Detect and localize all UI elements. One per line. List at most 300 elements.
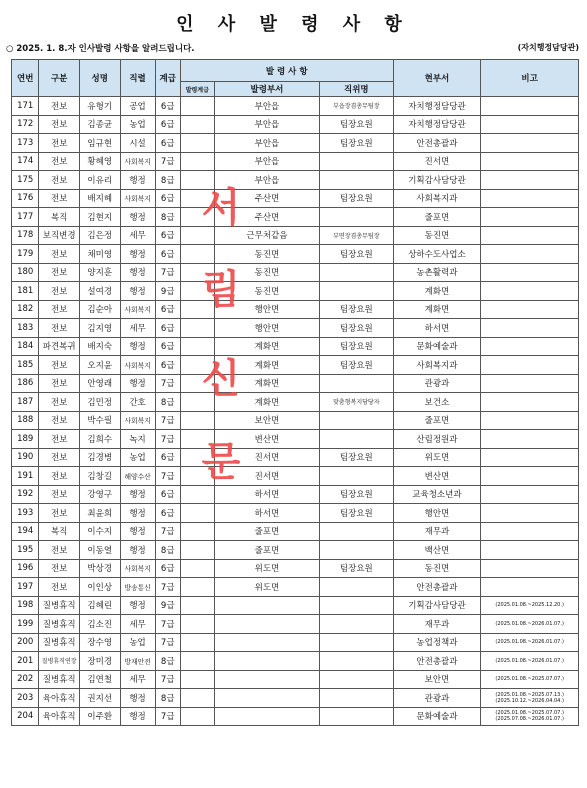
cell-name: 김경병	[79, 448, 120, 467]
cell-position: 사회복지	[120, 300, 155, 319]
table-row	[12, 282, 579, 301]
cell-name: 김소진	[79, 615, 120, 634]
cell-name: 장수영	[79, 633, 120, 652]
table-row	[12, 522, 579, 541]
cell-grade: 7급	[155, 430, 180, 449]
cell-no: 181	[12, 282, 39, 301]
cell-no: 194	[12, 522, 39, 541]
cell-name: 김순아	[79, 300, 120, 319]
cell-note	[481, 411, 579, 430]
cell-position: 농업	[120, 633, 155, 652]
cell-order-title: 팀장요원	[320, 485, 394, 504]
cell-name: 황혜영	[79, 152, 120, 171]
table-row	[12, 504, 579, 523]
table-row	[12, 152, 579, 171]
cell-order-grade	[180, 485, 214, 504]
cell-position: 행정	[120, 504, 155, 523]
cell-order-dept: 위도면	[214, 559, 319, 578]
cell-type: 보직변경	[39, 226, 80, 245]
cell-order-grade	[180, 670, 214, 689]
cell-note	[481, 263, 579, 282]
table-row	[12, 208, 579, 227]
cell-order-dept: 부안읍	[214, 152, 319, 171]
cell-note	[481, 226, 579, 245]
cell-position: 시설	[120, 134, 155, 153]
cell-order-title: 팀장요원	[320, 115, 394, 134]
cell-name: 유형기	[79, 97, 120, 116]
cell-name: 안영래	[79, 374, 120, 393]
cell-position: 사회복지	[120, 189, 155, 208]
header-no: 연번	[12, 60, 39, 97]
cell-type: 질병휴직	[39, 596, 80, 615]
cell-current-dept: 산림정원과	[393, 430, 481, 449]
cell-order-title	[320, 208, 394, 227]
header-order-grade: 발령계급	[180, 82, 214, 97]
cell-type: 질병휴직	[39, 615, 80, 634]
cell-type: 전보	[39, 319, 80, 338]
cell-note	[481, 541, 579, 560]
cell-no: 198	[12, 596, 39, 615]
table-row	[12, 559, 579, 578]
cell-order-title	[320, 282, 394, 301]
cell-type: 복직	[39, 522, 80, 541]
cell-grade: 7급	[155, 707, 180, 726]
cell-current-dept: 상하수도사업소	[393, 245, 481, 264]
cell-name: 김연철	[79, 670, 120, 689]
cell-type: 육아휴직	[39, 707, 80, 726]
table-row	[12, 411, 579, 430]
cell-no: 177	[12, 208, 39, 227]
cell-no: 201	[12, 652, 39, 671]
cell-order-dept: 하서면	[214, 504, 319, 523]
cell-order-grade	[180, 115, 214, 134]
cell-current-dept: 안전총괄과	[393, 578, 481, 597]
cell-order-dept	[214, 615, 319, 634]
cell-name: 박수필	[79, 411, 120, 430]
cell-order-dept: 주산면	[214, 208, 319, 227]
cell-order-title	[320, 689, 394, 708]
cell-grade: 6급	[155, 300, 180, 319]
cell-grade: 7급	[155, 374, 180, 393]
cell-type: 전보	[39, 152, 80, 171]
cell-current-dept: 하서면	[393, 319, 481, 338]
cell-order-dept: 부안읍	[214, 97, 319, 116]
cell-current-dept: 위도면	[393, 448, 481, 467]
cell-note	[481, 578, 579, 597]
cell-position: 농업	[120, 115, 155, 134]
cell-grade: 8급	[155, 689, 180, 708]
cell-no: 200	[12, 633, 39, 652]
cell-grade: 6급	[155, 319, 180, 338]
cell-name: 강영구	[79, 485, 120, 504]
cell-order-dept: 근무처같음	[214, 226, 319, 245]
cell-grade: 8급	[155, 652, 180, 671]
table-row	[12, 541, 579, 560]
cell-grade: 6급	[155, 356, 180, 375]
table-row	[12, 485, 579, 504]
cell-no: 182	[12, 300, 39, 319]
cell-note: (2025.01.08.~2026.01.07.)	[481, 615, 579, 634]
cell-type: 질병휴직	[39, 670, 80, 689]
cell-note	[481, 485, 579, 504]
cell-note: (2025.01.08.~2025.07.07.)	[481, 670, 579, 689]
department-label: (자치행정담당관)	[517, 43, 579, 52]
cell-current-dept: 기획감사담당관	[393, 596, 481, 615]
cell-type: 전보	[39, 356, 80, 375]
cell-name: 박상경	[79, 559, 120, 578]
cell-order-dept: 부안읍	[214, 134, 319, 153]
cell-position: 공업	[120, 97, 155, 116]
cell-order-grade	[180, 652, 214, 671]
cell-current-dept: 보건소	[393, 393, 481, 412]
cell-position: 행정	[120, 263, 155, 282]
cell-name: 이인상	[79, 578, 120, 597]
cell-order-dept	[214, 670, 319, 689]
cell-position: 사회복지	[120, 152, 155, 171]
cell-order-dept	[214, 652, 319, 671]
cell-name: 김희수	[79, 430, 120, 449]
table-row	[12, 189, 579, 208]
cell-position: 세무	[120, 670, 155, 689]
cell-order-title	[320, 615, 394, 634]
cell-order-grade	[180, 707, 214, 726]
header-type: 구분	[39, 60, 80, 97]
cell-position: 세무	[120, 615, 155, 634]
cell-position: 행정	[120, 485, 155, 504]
cell-order-title	[320, 633, 394, 652]
cell-order-dept: 변산면	[214, 430, 319, 449]
table-row	[12, 319, 579, 338]
cell-note: (2025.01.08.~2025.07.13.) (2025.10.12.~2026.04.04.)	[481, 689, 579, 708]
cell-grade: 6급	[155, 559, 180, 578]
cell-order-title	[320, 430, 394, 449]
cell-current-dept: 줄포면	[393, 411, 481, 430]
cell-type: 전보	[39, 300, 80, 319]
cell-no: 202	[12, 670, 39, 689]
cell-current-dept: 진서면	[393, 152, 481, 171]
cell-current-dept: 자치행정담당관	[393, 115, 481, 134]
cell-note	[481, 337, 579, 356]
cell-no: 196	[12, 559, 39, 578]
cell-order-grade	[180, 504, 214, 523]
cell-type: 질병휴직	[39, 633, 80, 652]
cell-order-dept: 동진면	[214, 245, 319, 264]
table-row	[12, 689, 579, 708]
cell-order-dept	[214, 633, 319, 652]
cell-grade: 7급	[155, 578, 180, 597]
table-row	[12, 467, 579, 486]
cell-order-dept	[214, 596, 319, 615]
cell-name: 김은정	[79, 226, 120, 245]
table-row	[12, 670, 579, 689]
cell-note	[481, 467, 579, 486]
cell-note: (2025.01.08.~2026.01.07.)	[481, 652, 579, 671]
cell-order-grade	[180, 411, 214, 430]
header-note: 비고	[481, 60, 579, 97]
cell-position: 간호	[120, 393, 155, 412]
cell-order-dept: 하서면	[214, 485, 319, 504]
cell-order-title: 맞춤형복지담당자	[320, 393, 394, 412]
page-title: 인 사 발 령 사 항	[176, 14, 411, 35]
cell-current-dept: 줄포면	[393, 208, 481, 227]
cell-position: 농업	[120, 448, 155, 467]
cell-position: 행정	[120, 707, 155, 726]
table-row	[12, 633, 579, 652]
cell-note	[481, 430, 579, 449]
cell-grade: 6급	[155, 226, 180, 245]
cell-order-title	[320, 707, 394, 726]
cell-type: 전보	[39, 559, 80, 578]
cell-name: 장미경	[79, 652, 120, 671]
table-row	[12, 134, 579, 153]
cell-order-title	[320, 670, 394, 689]
cell-type: 질병휴직연장	[39, 652, 80, 671]
cell-note	[481, 115, 579, 134]
cell-note	[481, 300, 579, 319]
cell-order-dept: 계화면	[214, 374, 319, 393]
cell-no: 183	[12, 319, 39, 338]
table-row	[12, 300, 579, 319]
cell-current-dept: 재무과	[393, 522, 481, 541]
cell-type: 전보	[39, 134, 80, 153]
cell-position: 행정	[120, 541, 155, 560]
cell-type: 전보	[39, 467, 80, 486]
cell-no: 192	[12, 485, 39, 504]
cell-type: 전보	[39, 411, 80, 430]
cell-position: 행정	[120, 282, 155, 301]
header-grade: 계급	[155, 60, 180, 97]
cell-grade: 6급	[155, 134, 180, 153]
cell-no: 178	[12, 226, 39, 245]
cell-type: 전보	[39, 263, 80, 282]
cell-order-title: 팀장요원	[320, 356, 394, 375]
header-name: 성명	[79, 60, 120, 97]
cell-grade: 7급	[155, 670, 180, 689]
table-row	[12, 430, 579, 449]
cell-note	[481, 559, 579, 578]
cell-name: 오지윤	[79, 356, 120, 375]
cell-name: 양지훈	[79, 263, 120, 282]
table-row	[12, 337, 579, 356]
cell-current-dept: 기획감사담당관	[393, 171, 481, 190]
cell-grade: 7급	[155, 615, 180, 634]
cell-no: 185	[12, 356, 39, 375]
table-row	[12, 393, 579, 412]
cell-name: 이유리	[79, 171, 120, 190]
cell-no: 172	[12, 115, 39, 134]
cell-order-dept: 계화면	[214, 393, 319, 412]
cell-order-dept: 진서면	[214, 448, 319, 467]
cell-grade: 6급	[155, 448, 180, 467]
cell-name: 임규현	[79, 134, 120, 153]
table-row	[12, 245, 579, 264]
cell-note: (2025.01.08.~2026.01.07.)	[481, 633, 579, 652]
cell-position: 방송통신	[120, 578, 155, 597]
cell-grade: 7급	[155, 411, 180, 430]
cell-order-grade	[180, 578, 214, 597]
cell-current-dept: 안전총괄과	[393, 652, 481, 671]
cell-order-title	[320, 541, 394, 560]
table-row	[12, 115, 579, 134]
cell-order-dept: 행안면	[214, 300, 319, 319]
table-row	[12, 707, 579, 726]
cell-note	[481, 522, 579, 541]
cell-grade: 8급	[155, 541, 180, 560]
cell-no: 176	[12, 189, 39, 208]
cell-name: 김지영	[79, 319, 120, 338]
cell-grade: 8급	[155, 393, 180, 412]
cell-order-title	[320, 263, 394, 282]
cell-order-dept: 줄포면	[214, 522, 319, 541]
cell-name: 배지숙	[79, 337, 120, 356]
cell-order-grade	[180, 541, 214, 560]
cell-note	[481, 319, 579, 338]
cell-current-dept: 관광과	[393, 689, 481, 708]
cell-order-grade	[180, 596, 214, 615]
cell-order-title	[320, 374, 394, 393]
cell-name: 김현지	[79, 208, 120, 227]
cell-position: 행정	[120, 337, 155, 356]
table-row	[12, 374, 579, 393]
table-row	[12, 97, 579, 116]
cell-no: 187	[12, 393, 39, 412]
cell-current-dept: 백산면	[393, 541, 481, 560]
personnel-table	[11, 59, 579, 726]
cell-grade: 7급	[155, 263, 180, 282]
cell-position: 세무	[120, 226, 155, 245]
cell-type: 전보	[39, 171, 80, 190]
cell-current-dept: 행안면	[393, 504, 481, 523]
cell-grade: 6급	[155, 245, 180, 264]
cell-note	[481, 208, 579, 227]
cell-no: 190	[12, 448, 39, 467]
cell-note: (2025.01.08.~2025.12.20.)	[481, 596, 579, 615]
cell-position: 녹지	[120, 430, 155, 449]
cell-type: 복직	[39, 208, 80, 227]
cell-name: 설여경	[79, 282, 120, 301]
cell-type: 전보	[39, 189, 80, 208]
cell-grade: 6급	[155, 504, 180, 523]
cell-type: 육아휴직	[39, 689, 80, 708]
cell-name: 최윤희	[79, 504, 120, 523]
cell-order-title	[320, 171, 394, 190]
header-current-dept: 현부서	[393, 60, 481, 97]
cell-current-dept: 계화면	[393, 282, 481, 301]
cell-order-title: 팀장요원	[320, 189, 394, 208]
cell-order-grade	[180, 152, 214, 171]
cell-type: 전보	[39, 485, 80, 504]
cell-position: 행정	[120, 171, 155, 190]
cell-order-grade	[180, 319, 214, 338]
cell-order-title: 부읍장겸총무팀장	[320, 97, 394, 116]
cell-type: 전보	[39, 541, 80, 560]
cell-note	[481, 356, 579, 375]
cell-name: 김종균	[79, 115, 120, 134]
cell-position: 행정	[120, 522, 155, 541]
cell-no: 189	[12, 430, 39, 449]
cell-type: 전보	[39, 393, 80, 412]
cell-order-title: 팀장요원	[320, 300, 394, 319]
table-row	[12, 356, 579, 375]
cell-no: 186	[12, 374, 39, 393]
cell-position: 해양수산	[120, 467, 155, 486]
table-row	[12, 171, 579, 190]
cell-note: (2025.01.08.~2025.07.07.) (2025.07.08.~2026.01.07.)	[481, 707, 579, 726]
cell-order-dept: 주산면	[214, 189, 319, 208]
watermark-char: 서	[201, 185, 241, 231]
cell-note	[481, 282, 579, 301]
cell-position: 방재안전	[120, 652, 155, 671]
cell-order-dept: 행안면	[214, 319, 319, 338]
cell-order-dept: 줄포면	[214, 541, 319, 560]
cell-grade: 9급	[155, 596, 180, 615]
cell-current-dept: 자치행정담당관	[393, 97, 481, 116]
table-row	[12, 596, 579, 615]
cell-order-title: 팀장요원	[320, 448, 394, 467]
cell-name: 배지혜	[79, 189, 120, 208]
cell-note	[481, 171, 579, 190]
cell-no: 199	[12, 615, 39, 634]
announcement-subhead: ○ 2025. 1. 8.자 인사발령 사항을 알려드립니다.	[6, 44, 195, 54]
cell-no: 195	[12, 541, 39, 560]
cell-position: 행정	[120, 374, 155, 393]
cell-name: 김창길	[79, 467, 120, 486]
cell-order-title	[320, 411, 394, 430]
cell-grade: 6급	[155, 189, 180, 208]
cell-order-dept: 부안읍	[214, 115, 319, 134]
cell-current-dept: 안전총괄과	[393, 134, 481, 153]
cell-order-dept: 보안면	[214, 411, 319, 430]
cell-order-grade	[180, 134, 214, 153]
cell-grade: 8급	[155, 208, 180, 227]
cell-name: 김민정	[79, 393, 120, 412]
cell-current-dept: 동진면	[393, 226, 481, 245]
cell-name: 채미영	[79, 245, 120, 264]
table-row	[12, 263, 579, 282]
cell-no: 188	[12, 411, 39, 430]
cell-order-title	[320, 578, 394, 597]
cell-order-title: 팀장요원	[320, 245, 394, 264]
cell-type: 전보	[39, 115, 80, 134]
cell-order-grade	[180, 689, 214, 708]
cell-order-grade	[180, 522, 214, 541]
cell-current-dept: 사회복지과	[393, 189, 481, 208]
cell-order-title	[320, 652, 394, 671]
cell-order-dept: 계화면	[214, 337, 319, 356]
cell-position: 사회복지	[120, 559, 155, 578]
cell-note	[481, 448, 579, 467]
cell-order-title	[320, 152, 394, 171]
cell-type: 전보	[39, 578, 80, 597]
cell-type: 전보	[39, 448, 80, 467]
cell-order-title: 팀장요원	[320, 319, 394, 338]
cell-order-title: 팀장요원	[320, 337, 394, 356]
cell-grade: 7급	[155, 522, 180, 541]
table-row	[12, 615, 579, 634]
table-row	[12, 226, 579, 245]
cell-name: 이수지	[79, 522, 120, 541]
cell-name: 김혜린	[79, 596, 120, 615]
cell-current-dept: 농업정책과	[393, 633, 481, 652]
cell-note	[481, 189, 579, 208]
cell-order-dept: 위도면	[214, 578, 319, 597]
cell-note	[481, 152, 579, 171]
cell-current-dept: 관광과	[393, 374, 481, 393]
cell-order-dept	[214, 707, 319, 726]
cell-order-dept: 동진면	[214, 263, 319, 282]
cell-grade: 9급	[155, 282, 180, 301]
cell-current-dept: 문화예술과	[393, 337, 481, 356]
